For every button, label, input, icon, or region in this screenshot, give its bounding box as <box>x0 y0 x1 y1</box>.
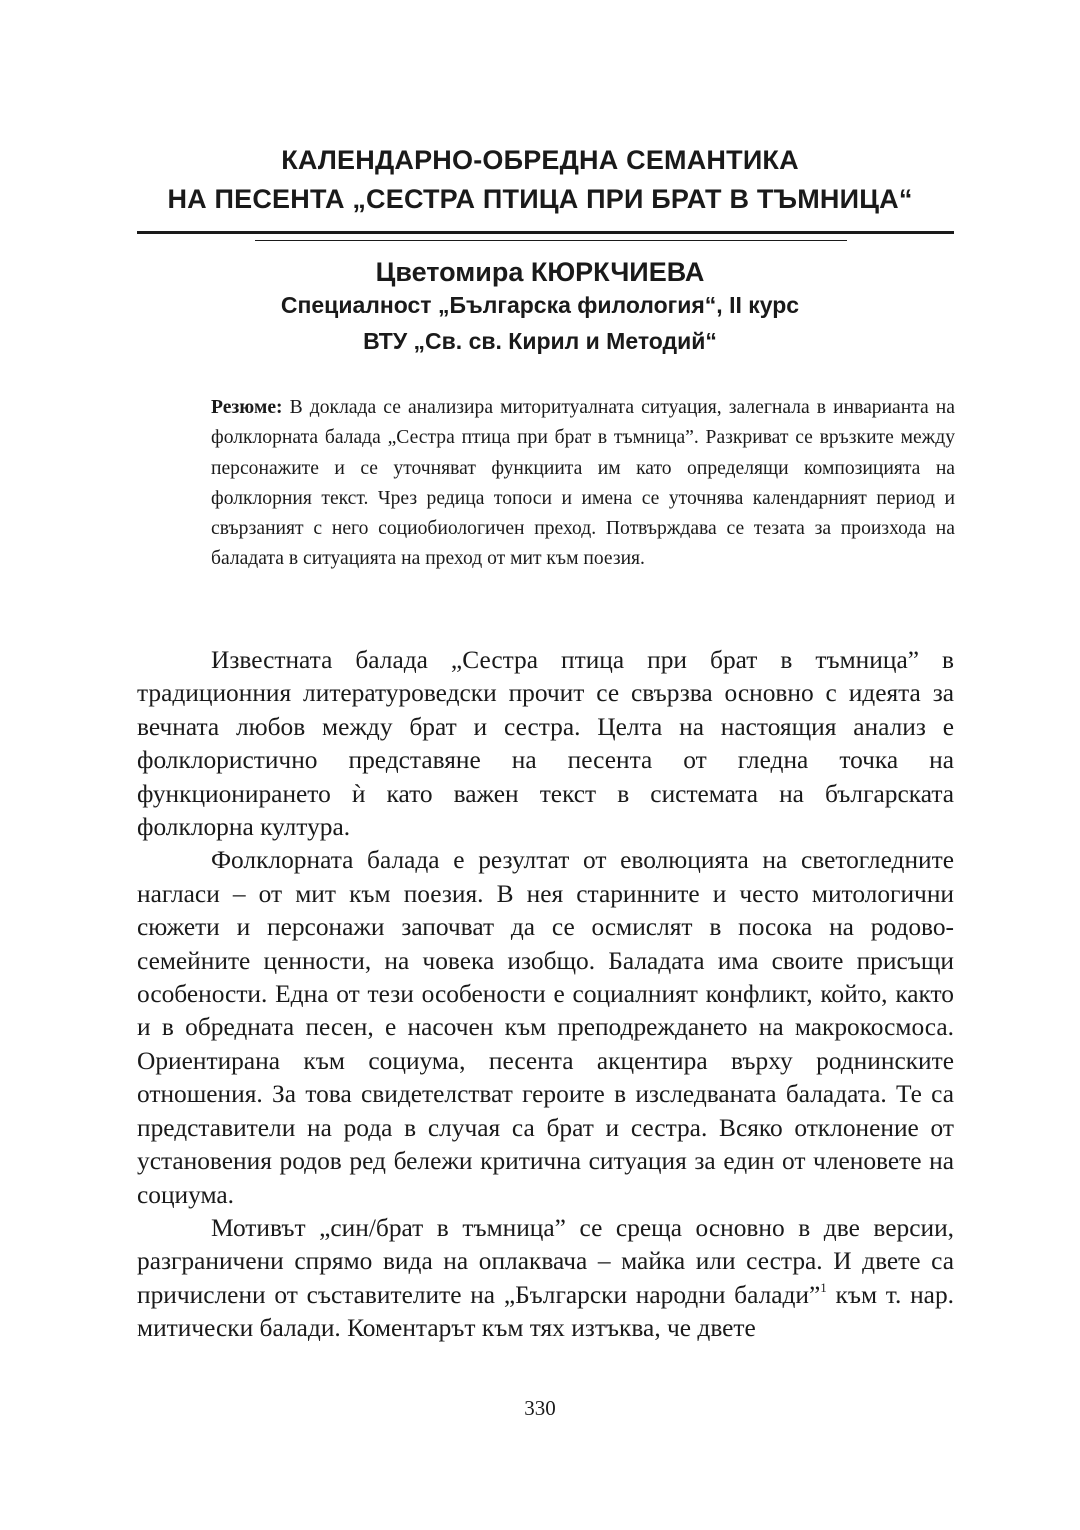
body-paragraph-3-end: към т. нар. митически балади. Коментарът към тях изтъква, че двете <box>137 1280 954 1343</box>
body-paragraph-3 <box>137 1212 954 1346</box>
author-university: ВТУ „Св. св. Кирил и Методий“ <box>363 328 717 354</box>
title-divider-thick <box>137 231 954 234</box>
article-title-line-2: НА ПЕСЕНТА „СЕСТРА ПТИЦА ПРИ БРАТ В ТЪМНИЦА“ <box>167 184 913 214</box>
title-divider-thin <box>255 240 847 241</box>
abstract-text: В доклада се анализира миторитуалната ситуация, залегнала в инварианта на фолклорната балада „Сестра птица при брат в тъмница”. Разкриват се връзките между персонажите и се уточняват функциита им като определящи композицията на фолклорния текст. Чрез редица топоси и имена се уточнява календарният период и свързаният с него социобиологичен преход. Потвърждава се тезата за произхода на баладата в ситуацията на преход от мит към поезия. <box>211 397 955 570</box>
body-paragraph-1: Известната балада „Сестра птица при брат в тъмница” в традиционния литературоведски прочит се свързва основно с идеята за вечната любов между брат и сестра. Целта на настоящия анализ е фолклористично представяне на песента от гледна точка на функционирането ѝ като важен текст в системата на българската фолклорна култура. <box>137 646 954 842</box>
abstract <box>211 393 955 575</box>
footnote-reference[interactable]: 1 <box>820 1279 827 1295</box>
author-name: Цветомира КЮРКЧИЕВА <box>375 257 705 287</box>
page-number: 330 <box>524 1396 556 1420</box>
body-paragraph-2: Фолклорната балада е резултат от еволюцията на светогледните нагласи – от мит към поезия. В нея старинните и често митологични сюжети и персонажи започват да се осмислят в посока на родово-семейните ценности, на човека изобщо. Баладата има своите присъщи особености. Една от тези особености е социалният конфликт, който, както и в обредната песен, е насочен към преподреждането на макрокосмоса. Ориентирана към социума, песента акцентира върху роднинските отношения. За това свидетелстват героите в изследваната баладата. Те са представители на рода в случая са брат и сестра. Всяко отклонение от установения родов ред бележи критична ситуация за един от членовете на социума. <box>137 846 954 1209</box>
article-body <box>137 644 954 1346</box>
body-paragraph-3-start: Мотивът „син/брат в тъмница” се среща основно в две версии, разграничени спрямо вида на оплаквача – майка или сестра. И двете са причислени от съставителите на „Български народни балади” <box>137 1213 954 1309</box>
author-specialty: Специалност „Българска филология“, II курс <box>280 292 800 318</box>
abstract-label: Резюме: <box>211 397 283 418</box>
article-title-line-1: КАЛЕНДАРНО-ОБРЕДНА СЕМАНТИКА <box>281 145 799 175</box>
